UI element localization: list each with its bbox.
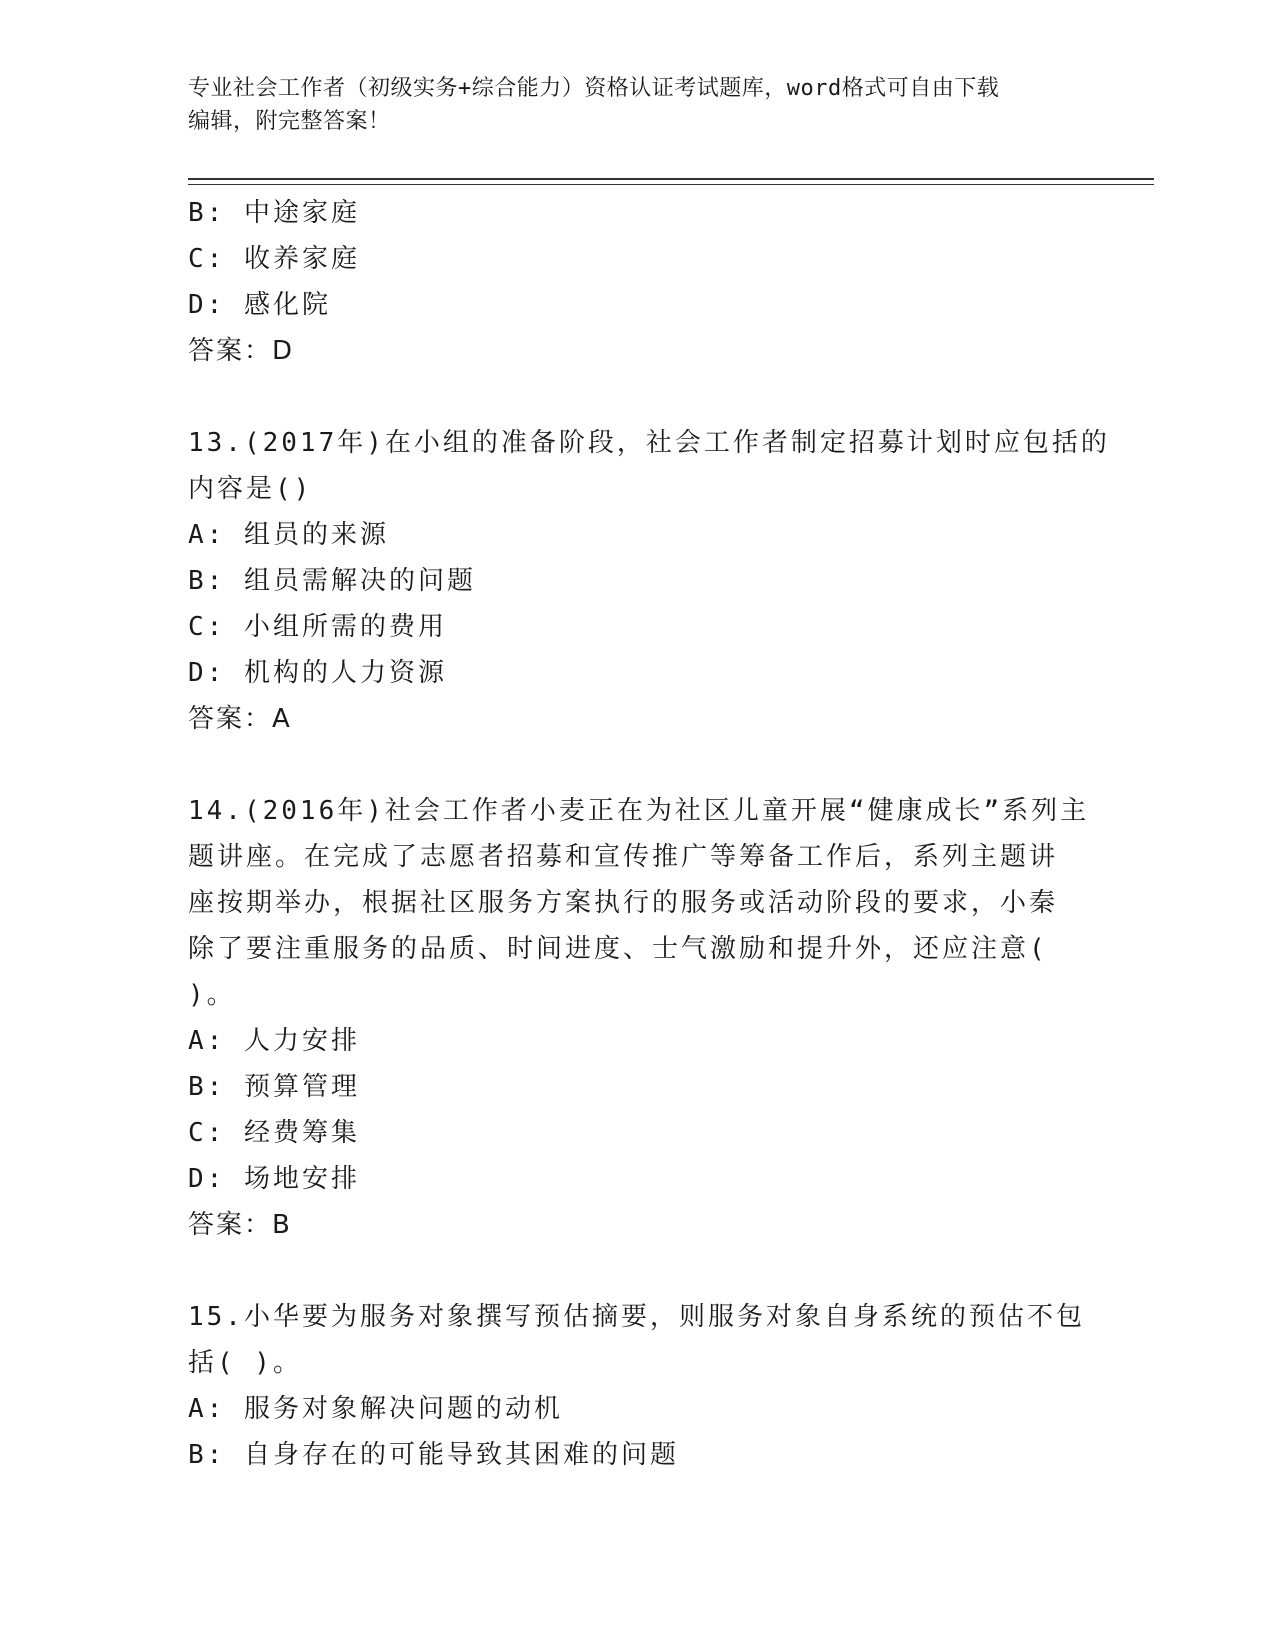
question-text-line: 13.(2017年)在小组的准备阶段，社会工作者制定招募计划时应包括的 [188, 428, 1110, 458]
question-text-line: )。 [188, 980, 236, 1010]
question-text-line: 座按期举办，根据社区服务方案执行的服务或活动阶段的要求，小秦 [188, 888, 1059, 918]
answer: 答案：D [188, 336, 295, 366]
spacer [188, 1248, 1088, 1294]
document-body [188, 190, 1110, 1478]
option-b: B: 组员需解决的问题 [188, 566, 476, 596]
option-a: A: 服务对象解决问题的动机 [188, 1394, 563, 1424]
question-14 [188, 788, 1088, 1248]
spacer [188, 374, 1088, 420]
question-13 [188, 420, 1110, 742]
question-12-partial [188, 190, 1088, 374]
option-c: C: 小组所需的费用 [188, 612, 447, 642]
question-15 [188, 1294, 1088, 1478]
question-text-line: 括( )。 [188, 1348, 302, 1378]
spacer [188, 742, 1088, 788]
answer: 答案：B [188, 1210, 292, 1240]
option-b: B: 预算管理 [188, 1072, 360, 1102]
page-header [188, 72, 1088, 138]
option-b: B: 中途家庭 [188, 198, 360, 228]
answer: 答案：A [188, 704, 292, 734]
question-text-line: 题讲座。在完成了志愿者招募和宣传推广等筹备工作后，系列主题讲 [188, 842, 1059, 872]
question-text-line: 内容是() [188, 474, 313, 504]
question-text-line: 除了要注重服务的品质、时间进度、士气激励和提升外，还应注意( [188, 934, 1048, 964]
option-b: B: 自身存在的可能导致其困难的问题 [188, 1440, 679, 1470]
question-text-line: 14.(2016年)社会工作者小麦正在为社区儿童开展“健康成长”系列主 [188, 796, 1090, 826]
option-c: C: 收养家庭 [188, 244, 360, 274]
option-a: A: 组员的来源 [188, 520, 389, 550]
question-text-line: 15.小华要为服务对象撰写预估摘要，则服务对象自身系统的预估不包 [188, 1302, 1085, 1332]
header-line-2: 编辑，附完整答案！ [188, 109, 391, 134]
header-divider [188, 178, 1154, 185]
option-d: D: 场地安排 [188, 1164, 360, 1194]
option-d: D: 感化院 [188, 290, 331, 320]
option-c: C: 经费筹集 [188, 1118, 360, 1148]
header-line-1: 专业社会工作者（初级实务+综合能力）资格认证考试题库，word格式可自由下载 [188, 76, 1000, 101]
option-a: A: 人力安排 [188, 1026, 360, 1056]
option-d: D: 机构的人力资源 [188, 658, 447, 688]
